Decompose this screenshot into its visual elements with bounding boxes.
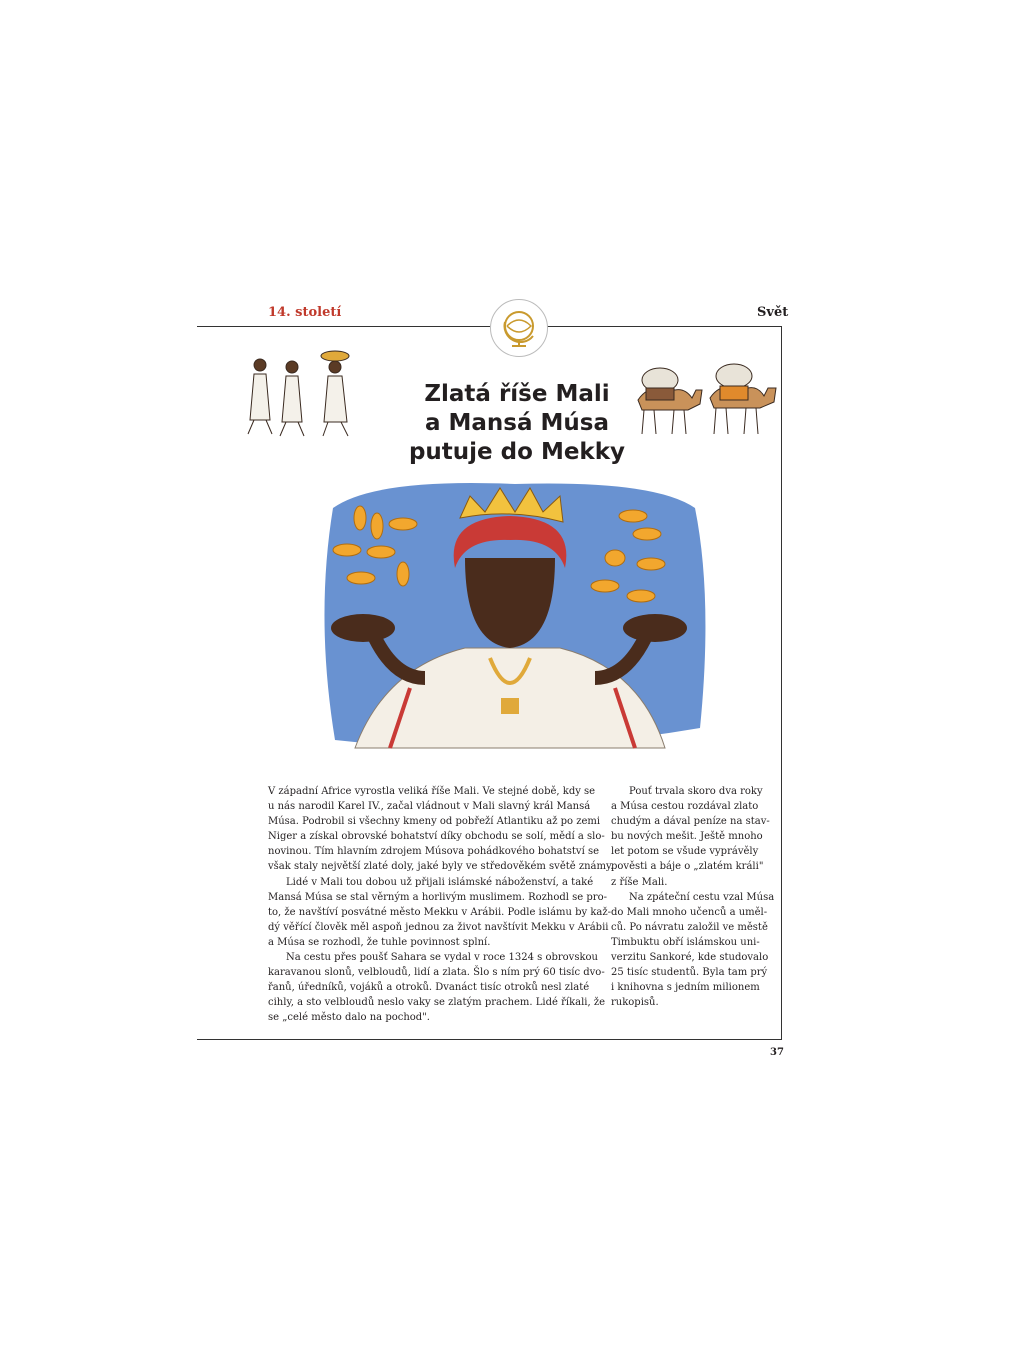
- col2-line: z říše Mali.: [611, 876, 668, 888]
- col1-line: u nás narodil Karel IV., začal vládnout v Mali slavný král Mansá: [268, 801, 591, 813]
- header-rule-right: [546, 326, 782, 327]
- col2-line: chudým a dával peníze na stav-: [611, 816, 770, 828]
- col1-line: novinou. Tím hlavním zdrojem Músova pohádkového bohatství se: [268, 846, 600, 858]
- person-2: [280, 361, 304, 436]
- page-number: 37: [770, 1047, 784, 1058]
- col2-line: i knihovna s jedním milionem: [611, 982, 760, 994]
- col1-line: se „celé město dalo na pochod".: [268, 1012, 430, 1024]
- col1-line: Niger a získal obrovské bohatství díky obchodu se solí, mědí a slo-: [268, 831, 605, 843]
- col1-line: cihly, a sto velbloudů neslo vaky se zlatým prachem. Lidé říkali, že: [268, 997, 606, 1009]
- left-hand: [331, 614, 395, 642]
- frame-rule-bottom: [197, 1039, 782, 1040]
- col2-line: 25 tisíc studentů. Byla tam prý: [611, 967, 768, 979]
- col1-line: však staly největší zlaté doly, jaké byly ve středověkém světě známy.: [268, 861, 614, 873]
- col1-line: karavanou slonů, velbloudů, lidí a zlata. Šlo s ním prý 60 tisíc dvo-: [268, 967, 605, 979]
- col2-line: rukopisů.: [611, 997, 659, 1009]
- header-rule-left: [197, 326, 490, 327]
- globe-icon: [491, 300, 547, 356]
- col2-line: Na zpáteční cestu vzal Músa: [629, 891, 775, 903]
- col2-line: bu nových mešit. Ještě mnoho: [611, 831, 763, 843]
- walking-people-illustration: [240, 350, 360, 440]
- camel-caravan-illustration: [630, 360, 782, 440]
- globe-badge: [490, 299, 548, 357]
- article-title: [395, 380, 639, 467]
- title-line-3: putuje do Mekky: [408, 439, 626, 465]
- col2-line: let potom se všude vyprávěly: [611, 846, 759, 858]
- mansa-musa-illustration: [315, 478, 710, 760]
- col2-line: pověsti a báje o „zlatém králi": [611, 861, 764, 873]
- category-label: Svět: [757, 305, 789, 320]
- col2-line: Timbuktu obří islámskou uni-: [611, 936, 760, 948]
- person-1: [248, 359, 272, 434]
- col1-line: dý věřící člověk měl aspoň jednou za život navštívit Mekku v Arábii: [268, 921, 609, 933]
- text-column-2: [611, 784, 775, 1010]
- section-label: 14. století: [268, 305, 342, 320]
- col2-line: verzitu Sankoré, kde studovalo: [611, 952, 769, 964]
- col2-line: a Músa cestou rozdával zlato: [611, 801, 759, 813]
- col1-line: V západní Africe vyrostla veliká říše Mali. Ve stejné době, kdy se: [268, 786, 596, 797]
- text-column-1: [268, 784, 614, 1026]
- col1-line: Mansá Músa se stal věrným a horlivým muslimem. Rozhodl se pro-: [268, 891, 607, 903]
- col2-line: ců. Po návratu založil ve městě: [611, 921, 768, 933]
- col1-line: Músa. Podrobil si všechny kmeny od pobřeží Atlantiku až po zemi: [268, 816, 601, 828]
- title-line-2: a Mansá Músa: [425, 410, 609, 436]
- right-hand: [623, 614, 687, 642]
- person-3: [321, 351, 349, 436]
- title-line-1: Zlatá říše Mali: [424, 381, 610, 407]
- col1-line: řanů, úředníků, vojáků a otroků. Dvanáct tisíc otroků nesl zlaté: [268, 982, 590, 994]
- col1-line: Lidé v Mali tou dobou už přijali islámské náboženství, a také: [286, 876, 594, 888]
- col2-line: Pouť trvala skoro dva roky: [629, 786, 763, 797]
- camel-1: [638, 368, 702, 434]
- col2-line: do Mali mnoho učenců a uměl-: [611, 906, 768, 918]
- col1-line: Na cestu přes poušť Sahara se vydal v roce 1324 s obrovskou: [286, 952, 598, 964]
- camel-2: [710, 364, 776, 434]
- col1-line: a Músa se rozhodl, že tuhle povinnost splní.: [268, 936, 491, 948]
- col1-line: to, že navštíví posvátné město Mekku v Arábii. Podle islámu by kaž-: [268, 906, 612, 918]
